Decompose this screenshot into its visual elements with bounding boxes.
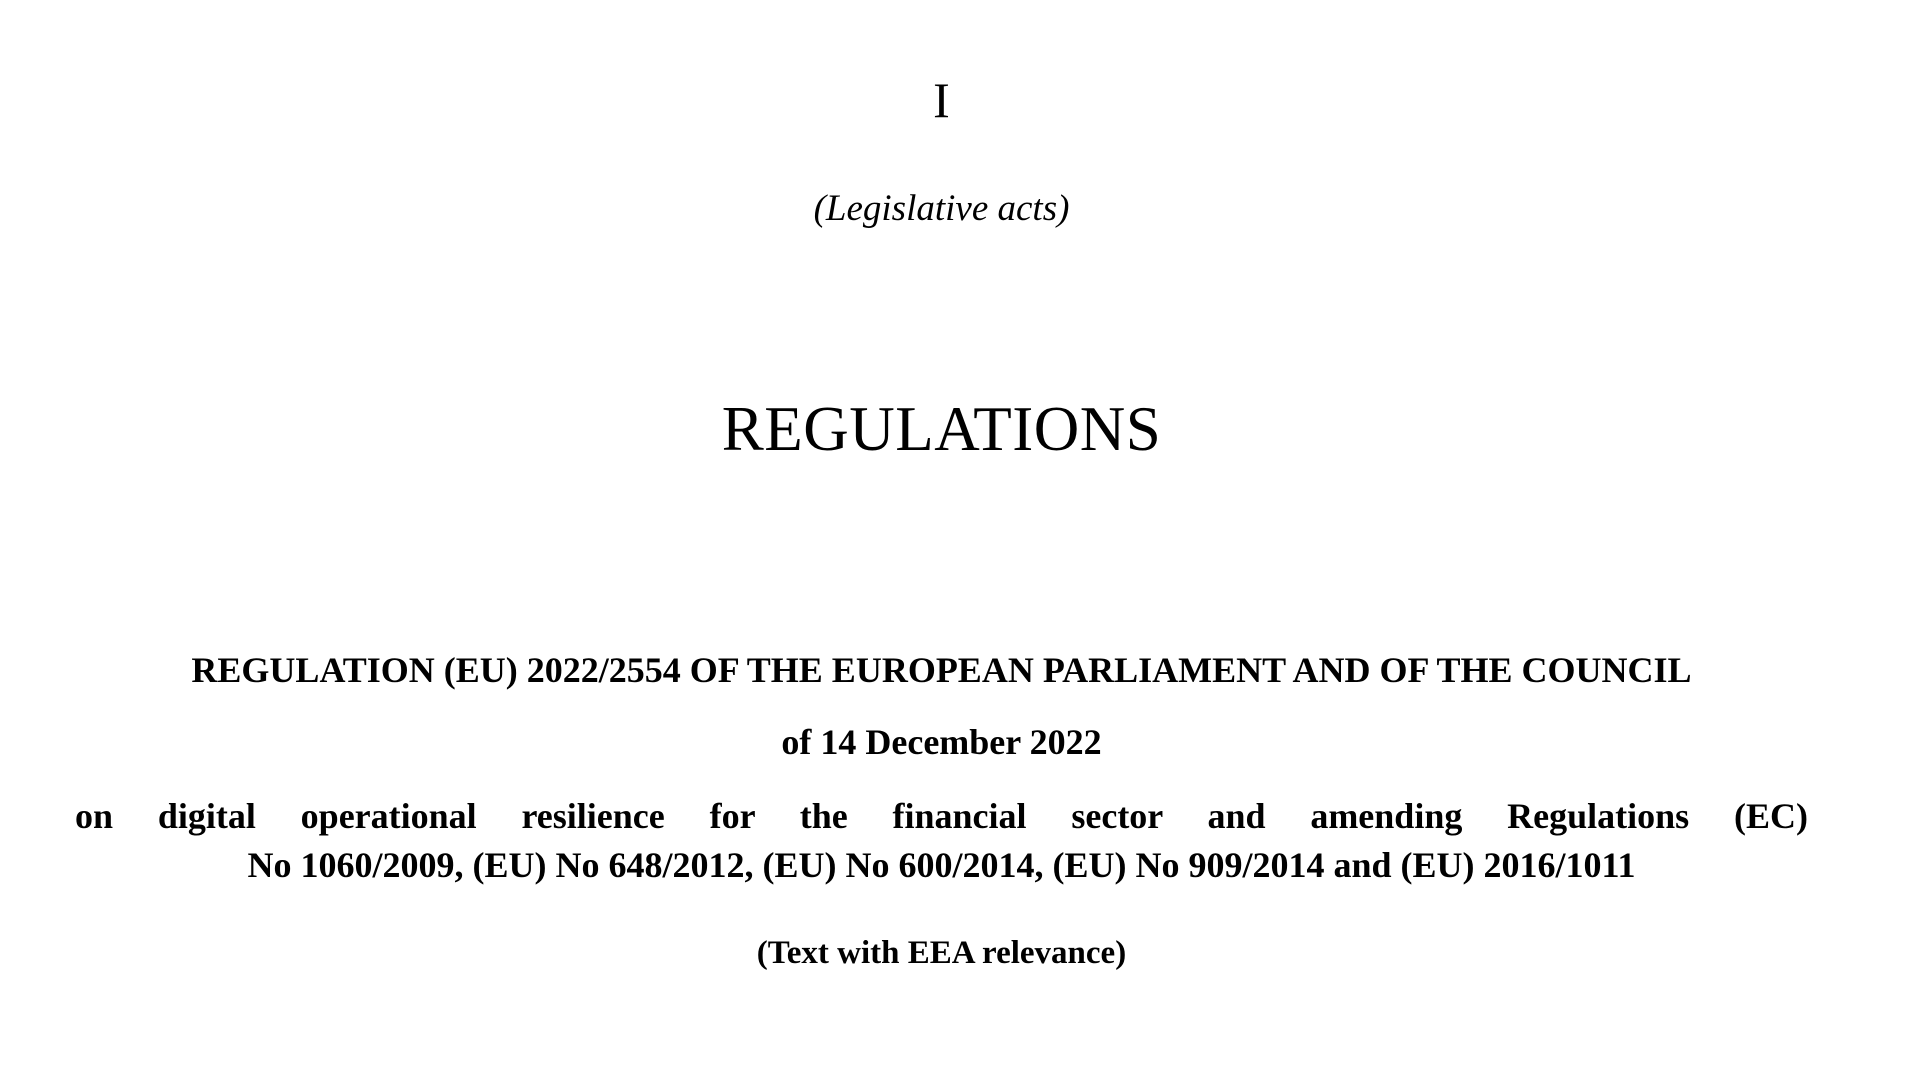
section-subtitle: (Legislative acts) bbox=[813, 188, 1070, 229]
act-subject-line-2: No 1060/2009, (EU) No 648/2012, (EU) No 600/2014, (EU) No 909/2014 and (EU) 2016/1011 bbox=[247, 845, 1636, 885]
act-subject-line-1: on digital operational resilience for the financial sector and amending Regulations (EC) bbox=[75, 796, 1808, 836]
document-content bbox=[75, 0, 1808, 1080]
section-heading: REGULATIONS bbox=[721, 394, 1162, 464]
section-number: I bbox=[933, 72, 950, 128]
eea-relevance-note: (Text with EEA relevance) bbox=[756, 935, 1127, 971]
act-date: of 14 December 2022 bbox=[781, 722, 1102, 762]
act-title: REGULATION (EU) 2022/2554 OF THE EUROPEAN PARLIAMENT AND OF THE COUNCIL bbox=[191, 650, 1692, 690]
